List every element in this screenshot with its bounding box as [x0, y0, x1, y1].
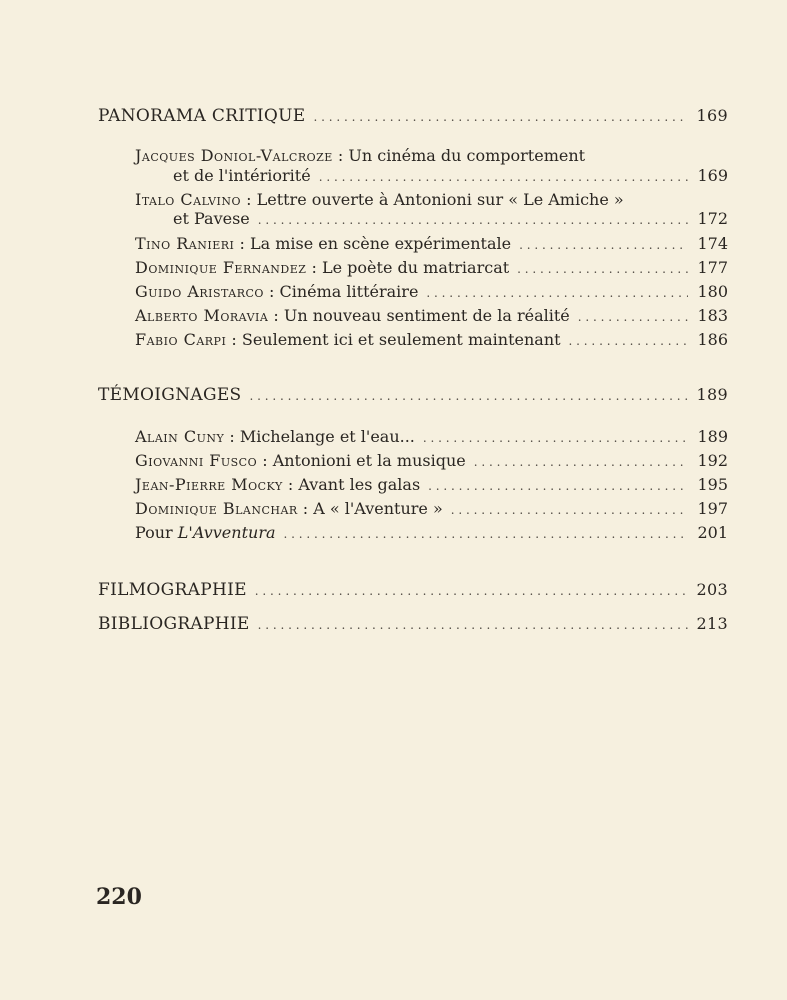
dot-leader	[249, 389, 688, 403]
section-temoignages	[98, 385, 728, 405]
dot-leader	[519, 238, 688, 252]
dot-leader	[517, 262, 688, 276]
entry-title: Lettre ouverte à Antonioni sur « Le Amiche »	[256, 190, 624, 209]
dot-leader	[474, 455, 688, 469]
entry-title: Un cinéma du comportement	[348, 146, 586, 165]
entry-author: Alain Cuny	[135, 427, 225, 446]
dot-leader	[423, 431, 688, 445]
page-number: 201	[697, 523, 728, 542]
section-filmographie	[98, 580, 728, 600]
page-number: 174	[697, 234, 728, 253]
entry-text	[135, 427, 415, 446]
entry-separator: :	[306, 258, 322, 277]
entry-line-1	[135, 190, 624, 209]
page-folio-number: 220	[96, 884, 142, 910]
page-number: 195	[697, 475, 728, 494]
entry-title: Avant les galas	[298, 475, 421, 494]
entry-text	[135, 499, 443, 518]
dot-leader	[313, 110, 688, 124]
page-number: 169	[697, 166, 728, 185]
toc-entry-moravia	[135, 306, 728, 325]
section-title: BIBLIOGRAPHIE	[98, 614, 250, 634]
dot-leader	[569, 334, 688, 348]
entry-text	[135, 475, 420, 494]
dot-leader	[578, 310, 688, 324]
entry-text	[135, 306, 570, 325]
toc-entry-cuny	[135, 427, 728, 446]
entry-author: Tino Ranieri	[135, 234, 235, 253]
section-bibliographie	[98, 614, 728, 634]
entry-prefix: Pour	[135, 523, 178, 542]
page-number: 197	[697, 499, 728, 518]
entry-separator: :	[282, 475, 299, 494]
dot-leader	[255, 584, 688, 598]
section-title: TÉMOIGNAGES	[98, 385, 242, 405]
section-title: PANORAMA CRITIQUE	[98, 106, 306, 126]
entry-author: Italo Calvino	[135, 190, 242, 209]
entry-title: La mise en scène expérimentale	[249, 234, 512, 253]
entry-text	[135, 523, 276, 542]
entry-author: Jacques Doniol-Valcroze	[135, 146, 333, 165]
dot-leader	[258, 618, 688, 632]
toc-entry-mocky	[135, 475, 728, 494]
entry-title: A « l'Aventure »	[313, 499, 443, 518]
entry-author: Dominique Blanchar	[135, 499, 298, 518]
entry-separator: :	[268, 306, 284, 325]
entry-title: Un nouveau sentiment de la réalité	[283, 306, 570, 325]
entry-title: Cinéma littéraire	[279, 282, 419, 301]
toc-entry-doniol-valcroze-cont	[135, 166, 728, 185]
page-number: 192	[697, 451, 728, 470]
dot-leader	[451, 503, 688, 517]
toc-entry-doniol-valcroze	[135, 146, 681, 165]
toc-entry-fusco	[135, 451, 728, 470]
entry-title: Michelange et l'eau...	[239, 427, 415, 446]
entry-text	[135, 258, 509, 277]
toc-entry-blanchar	[135, 499, 728, 518]
entry-text	[135, 330, 561, 349]
dot-leader	[428, 479, 688, 493]
toc-entry-fernandez	[135, 258, 728, 277]
page-number: 186	[697, 330, 728, 349]
dot-leader	[258, 213, 688, 227]
page-number: 189	[696, 385, 728, 404]
entry-text	[135, 451, 466, 470]
page-number: 203	[696, 580, 728, 599]
page-number: 180	[697, 282, 728, 301]
page-number: 213	[696, 614, 728, 633]
entry-title-continued: et Pavese	[173, 209, 250, 228]
entry-text	[135, 234, 511, 253]
entry-separator: :	[263, 282, 280, 301]
entry-author: Fabio Carpi	[135, 330, 227, 349]
dot-leader	[426, 286, 688, 300]
page-number: 183	[697, 306, 728, 325]
entry-separator: :	[297, 499, 314, 518]
page-number: 177	[697, 258, 728, 277]
toc-entry-aristarco	[135, 282, 728, 301]
page-number: 169	[696, 106, 728, 125]
page-number: 189	[697, 427, 728, 446]
entry-separator: :	[257, 451, 273, 470]
entry-title-continued: et de l'intériorité	[173, 166, 311, 185]
entry-author: Jean-Pierre Mocky	[135, 475, 283, 494]
entry-title-italic: L'Avventura	[177, 523, 276, 542]
dot-leader	[319, 170, 688, 184]
toc-entry-ranieri	[135, 234, 728, 253]
dot-leader	[284, 527, 689, 541]
entry-author: Giovanni Fusco	[135, 451, 258, 470]
entry-line-1	[135, 146, 585, 165]
entry-title: Seulement ici et seulement maintenant	[241, 330, 561, 349]
entry-separator: :	[226, 330, 242, 349]
section-panorama-critique	[98, 106, 728, 126]
toc-entry-calvino-cont	[135, 209, 728, 228]
toc-entry-carpi	[135, 330, 728, 349]
section-title: FILMOGRAPHIE	[98, 580, 247, 600]
toc-entry-calvino	[135, 190, 728, 209]
entry-separator: :	[234, 234, 250, 253]
toc-entry-pour-lavventura	[135, 523, 728, 542]
entry-separator: :	[241, 190, 257, 209]
entry-title: Le poète du matriarcat	[322, 258, 510, 277]
entry-separator: :	[224, 427, 240, 446]
entry-author: Guido Aristarco	[135, 282, 264, 301]
entry-author: Alberto Moravia	[135, 306, 269, 325]
entry-title: Antonioni et la musique	[272, 451, 466, 470]
page-number: 172	[697, 209, 728, 228]
entry-text	[135, 282, 418, 301]
entry-author: Dominique Fernandez	[135, 258, 307, 277]
entry-separator: :	[332, 146, 349, 165]
